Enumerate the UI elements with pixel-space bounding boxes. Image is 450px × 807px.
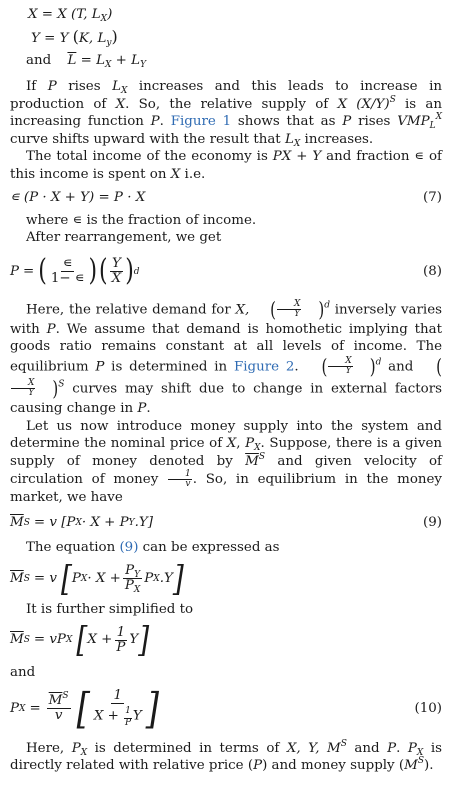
eq-ly-sub: Y: [140, 60, 147, 70]
eq-x-text: X = X (T, L: [28, 7, 101, 22]
figure-1-link[interactable]: Figure 1: [170, 114, 232, 130]
eq-ly: + L: [111, 53, 141, 68]
eq-y-close: ): [111, 27, 118, 46]
eq-x-function: [28, 6, 442, 28]
paragraph-9: and: [10, 665, 36, 681]
paragraph-5: Here, the relative demand for X, ( $\frac{X}{Y}$ )$^d$ inversely varies with P. We assume that demand is homothetic implying that goods ratio remains constant at all levels of income. The equilibrium P is determined in Figure 2. ( $\frac{X}{Y}$ )$^d$ and ( $\frac{X}{Y}$ )$^S$ curves may shift due to change in external factors causing change in P.: [10, 297, 442, 416]
eq-y-function: [31, 28, 442, 52]
eq10-number: (10): [414, 700, 442, 716]
eq-y-args: K, L: [78, 31, 107, 46]
paragraph-1: If P rises $L_X$ increases and this leads to increase in production of X. So, the relative supply of X $(X/Y)^S$ is an increasing function P. Figure 1 shows that as P rises $VMP_L^X$ curve shifts upward with the result that $L_X$ increases.: [10, 79, 443, 149]
eq-y-sub: y: [106, 38, 112, 48]
eq7-number: (7): [423, 189, 442, 205]
eq9-number: (9): [423, 515, 442, 531]
eq-x-close: ): [107, 7, 113, 22]
eq-lbar: $\overline{L}$: [67, 53, 77, 68]
paragraph-2: The total income of the economy is PX + Y and fraction ∊ of this income is spent on X i.e.: [10, 149, 442, 182]
paper-page: [10, 6, 442, 775]
eq8-number: (8): [423, 263, 442, 279]
paragraph-4: After rearrangement, we get: [26, 230, 222, 246]
eq8-p: P: [10, 263, 20, 279]
equation-9-expanded: $\overline{M}$ S = v [ P X · X + $\frac{P_Y}{P_X}$ P X .Y ]: [10, 557, 184, 599]
eq7-body: ∊ (P · X + Y) = P · X: [10, 189, 146, 205]
eq-block-1: [28, 6, 442, 74]
eq-y-text: Y = Y: [31, 31, 73, 46]
eq8-frac1: $\frac{∊}{1- ∊}$: [50, 256, 85, 287]
equation-9: $\overline{M}$ S = v [P X · X + P Y .Y] (9): [10, 515, 442, 531]
eq8-equals: =: [23, 263, 35, 279]
paragraph-10: Here, $P_X$ is determined in terms of X, Y, $M^S$ and P. $P_X$ is directly related with relative price (P) and money supply $(M^S)$.: [10, 738, 442, 774]
equation-9-simplified: $\overline{M}$ S = vP X [ X + $\frac{1}{P}$ Y ]: [10, 618, 150, 661]
paragraph-6: Let us now introduce money supply into the system and determine the nominal price of X, $P_X$. Suppose, there is a given supply of money denoted by $\overline{M}^S$ and given velocity of circulation of money $\frac{1}{v}$ . So, in equilibrium in the money market, we have: [10, 418, 443, 506]
eq-lx: = L: [76, 53, 105, 68]
equation-9-link[interactable]: (9): [119, 539, 139, 555]
paragraph-3: where ∊ is the fraction of income.: [26, 212, 257, 228]
equation-8: P = ( $\frac{∊}{1- ∊}$ ) ( $\frac{Y}{X}$ ) d (8): [10, 254, 442, 288]
paragraph-8: It is further simplified to: [26, 601, 194, 617]
eq-labor: [26, 52, 442, 74]
eq-and: and: [26, 53, 52, 68]
paragraph-7: The equation (9) can be expressed as: [26, 539, 280, 555]
equation-7: [10, 184, 442, 212]
eq-lx-sub: X: [105, 60, 112, 70]
eq8-frac2: $\frac{Y}{X}$: [111, 256, 122, 287]
eq-y-open: (: [72, 27, 79, 46]
eq-x-sub: X: [100, 14, 108, 24]
equation-10: P X = $\frac{\overline{M}^S}{v}$ [ 1 X + $\frac{1}{P}$ Y ] (10): [10, 683, 442, 734]
figure-2-link[interactable]: Figure 2: [233, 359, 295, 375]
